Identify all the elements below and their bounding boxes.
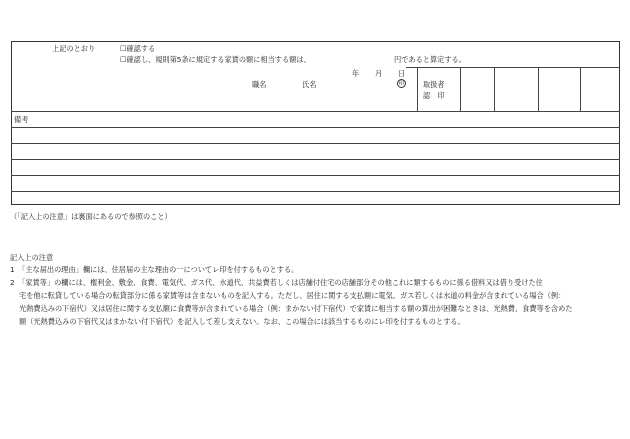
notes-heading: 記入上の注意 <box>10 253 54 262</box>
seal-mark: 印 <box>398 80 405 87</box>
confirmation-form-frame <box>11 41 620 205</box>
handler-grid-divider-2 <box>460 67 461 111</box>
confirmation-section-bottom-line <box>11 111 620 112</box>
date-year-label: 年 <box>352 69 360 78</box>
notes-item-2-line-3: 光熱費込みの下宿代）又は居住に関する支払額に食費等が含まれている場合（例：まかない付下宿代）で家賃に相当する額の算出が困難なときは、光熱費、食費等を含めた <box>19 304 573 313</box>
confirm-rent-checkbox-option[interactable]: ☐確認し、規則第5条に規定する家賃の額に相当する額は、 <box>120 55 311 64</box>
name-label: 氏名 <box>302 80 317 89</box>
notes-item-2-line-1: 2 「家賃等」の欄には、権利金、敷金、食費、電気代、ガス代、水道代、共益費若しくは店舗付住宅の店舗部分その他これに類するものに係る借料又は借り受けた住 <box>10 278 543 287</box>
remarks-row-line-5 <box>11 191 620 192</box>
handler-label-line2: 認 印 <box>423 91 445 100</box>
confirm-checkbox-option[interactable]: ☐確認する <box>120 44 156 53</box>
remarks-label: 備考 <box>14 115 29 124</box>
notes-item-1: 1 「主な届出の理由」欄には、住居届の主な理由の一についてレ印を付するものとする。 <box>10 265 299 274</box>
date-day-label: 日 <box>398 69 406 78</box>
rent-amount-suffix: 円であると算定する。 <box>394 55 466 64</box>
title-label: 職名 <box>252 80 267 89</box>
date-month-label: 月 <box>375 69 383 78</box>
remarks-row-line-1 <box>11 127 620 128</box>
remarks-row-line-3 <box>11 159 620 160</box>
notes-item-2-line-4: 額（光熱費込みの下宿代又はまかない付下宿代）を記入して差し支えない。なお、この場合には該当するものにレ印を付するものとする。 <box>19 317 465 326</box>
handler-grid-divider-1 <box>417 67 418 111</box>
handler-grid-divider-4 <box>538 67 539 111</box>
handler-grid-divider-3 <box>494 67 495 111</box>
remarks-row-line-4 <box>11 175 620 176</box>
handler-grid-top-line <box>406 67 620 68</box>
handler-label-line1: 取扱者 <box>423 80 445 89</box>
reverse-side-note: （「記入上の注意」は裏面にあるので参照のこと） <box>10 212 172 221</box>
handler-grid-divider-5 <box>580 67 581 111</box>
notes-item-2-line-2: 宅を他に転貸している場合の転貸部分に係る家賃等は含まないものを記入する。ただし、居住に関する支払額に電気、ガス若しくは水道の料金が含まれている場合（例： <box>19 291 566 300</box>
remarks-row-line-2 <box>11 143 620 144</box>
as-above-label: 上記のとおり <box>52 44 96 53</box>
